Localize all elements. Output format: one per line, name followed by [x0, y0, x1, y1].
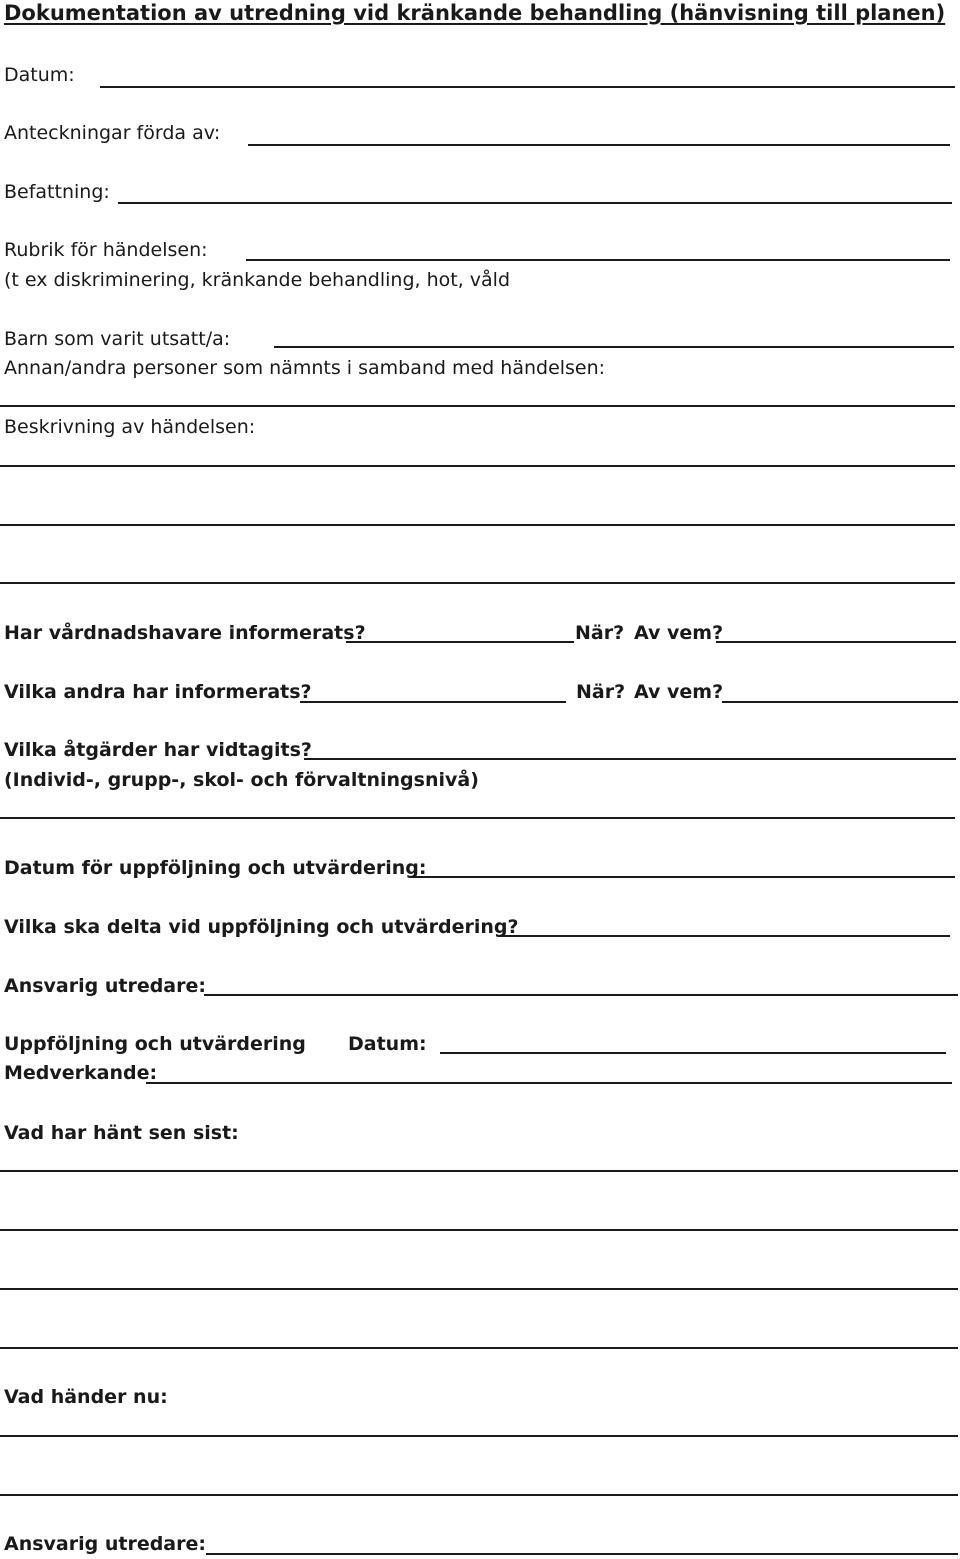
- vardnadshavare-label: Har vårdnadshavare informerats?: [4, 622, 366, 644]
- andra-nar-label: När?: [576, 681, 626, 703]
- rubrik-field[interactable]: [246, 259, 950, 261]
- followup-ansvarig-label: Ansvarig utredare:: [4, 1533, 206, 1555]
- datum-uppfoljning-field[interactable]: [412, 876, 955, 878]
- antecknare-label: Anteckningar förda av:: [4, 122, 221, 144]
- andra-avvem-field[interactable]: [722, 701, 958, 703]
- andra-personer-label: Annan/andra personer som nämnts i samband med händelsen:: [4, 357, 606, 379]
- rubrik-hint: (t ex diskriminering, kränkande behandling, hot, våld: [4, 269, 511, 291]
- vardnadshavare-nar-label: När?: [575, 622, 625, 644]
- beskrivning-line-3[interactable]: [0, 582, 955, 584]
- andra-avvem-label: Av vem?: [634, 681, 724, 703]
- followup-datum-label: Datum:: [348, 1033, 427, 1055]
- hant-sen-sist-line-1[interactable]: [0, 1170, 958, 1172]
- delta-uppfoljning-field[interactable]: [498, 935, 950, 937]
- delta-uppfoljning-label: Vilka ska delta vid uppföljning och utvärdering?: [4, 916, 519, 938]
- befattning-label: Befattning:: [4, 181, 110, 203]
- barn-field[interactable]: [274, 346, 954, 348]
- datum-uppfoljning-label: Datum för uppföljning och utvärdering:: [4, 857, 427, 879]
- hant-sen-sist-label: Vad har hänt sen sist:: [4, 1122, 239, 1144]
- hander-nu-line-1[interactable]: [0, 1435, 958, 1437]
- atgarder-label: Vilka åtgärder har vidtagits?: [4, 739, 312, 761]
- datum-field[interactable]: [100, 86, 955, 88]
- barn-label: Barn som varit utsatt/a:: [4, 328, 231, 350]
- hander-nu-label: Vad händer nu:: [4, 1386, 168, 1408]
- beskrivning-line-2[interactable]: [0, 524, 955, 526]
- hant-sen-sist-line-2[interactable]: [0, 1229, 958, 1231]
- hant-sen-sist-line-4[interactable]: [0, 1347, 958, 1349]
- atgarder-line-2[interactable]: [0, 817, 955, 819]
- ansvarig-label: Ansvarig utredare:: [4, 975, 206, 997]
- hant-sen-sist-line-3[interactable]: [0, 1288, 958, 1290]
- beskrivning-line-1[interactable]: [0, 465, 955, 467]
- andra-informerats-label: Vilka andra har informerats?: [4, 681, 312, 703]
- antecknare-field[interactable]: [248, 144, 950, 146]
- atgarder-hint: (Individ-, grupp-, skol- och förvaltningsnivå): [4, 769, 479, 791]
- hander-nu-line-2[interactable]: [0, 1494, 958, 1496]
- vardnadshavare-avvem-label: Av vem?: [634, 622, 724, 644]
- ansvarig-field[interactable]: [204, 994, 958, 996]
- vardnadshavare-field[interactable]: [346, 641, 574, 643]
- medverkande-field[interactable]: [146, 1082, 952, 1084]
- followup-ansvarig-field[interactable]: [206, 1553, 958, 1555]
- medverkande-label: Medverkande:: [4, 1062, 158, 1084]
- rubrik-label: Rubrik för händelsen:: [4, 239, 208, 261]
- andra-personer-field[interactable]: [0, 405, 955, 407]
- andra-informerats-field[interactable]: [300, 701, 566, 703]
- followup-heading: Uppföljning och utvärdering: [4, 1033, 306, 1055]
- page-title: Dokumentation av utredning vid kränkande behandling (hänvisning till planen): [4, 1, 946, 25]
- atgarder-field[interactable]: [304, 758, 956, 760]
- followup-datum-field[interactable]: [440, 1052, 946, 1054]
- beskrivning-label: Beskrivning av händelsen:: [4, 416, 256, 438]
- befattning-field[interactable]: [118, 202, 952, 204]
- datum-label: Datum:: [4, 64, 75, 86]
- vardnadshavare-avvem-field[interactable]: [716, 641, 956, 643]
